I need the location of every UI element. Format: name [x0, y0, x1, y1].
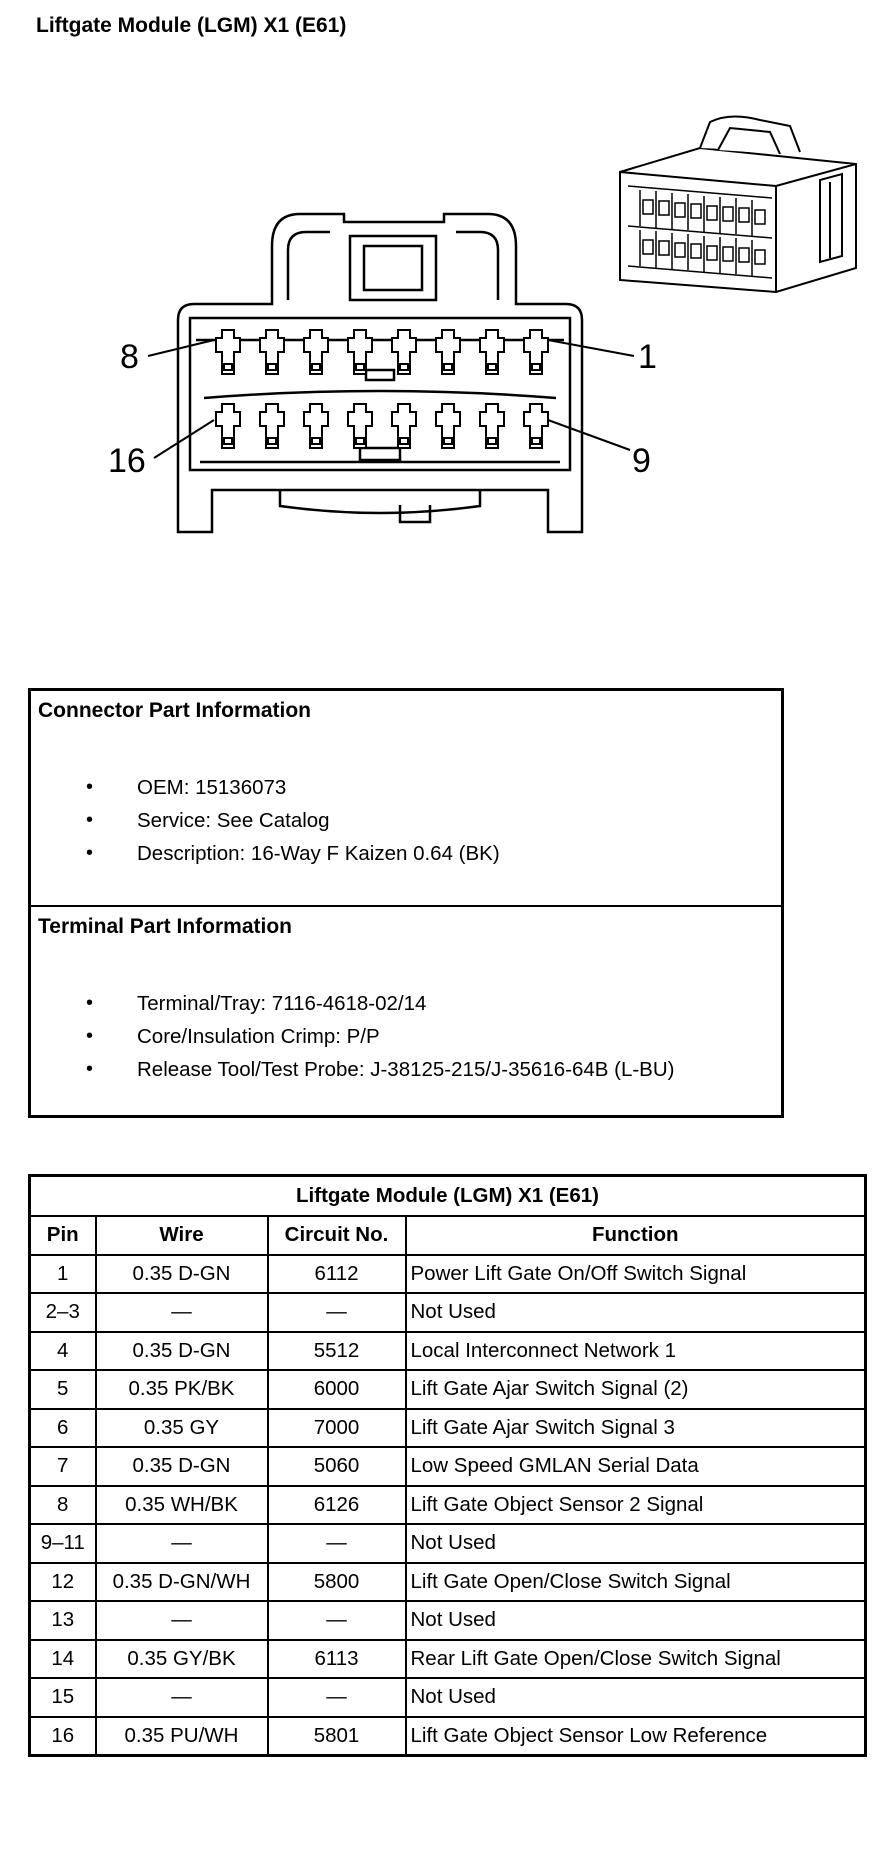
terminal-tray: Terminal/Tray: 7116-4618-02/14 [137, 992, 427, 1015]
page-title: Liftgate Module (LGM) X1 (E61) [36, 14, 347, 37]
wire-cell: 0.35 PK/BK [96, 1370, 268, 1409]
table-row [30, 1409, 866, 1448]
top-row-cavities [216, 330, 548, 374]
list-item [31, 987, 674, 1020]
table-row [30, 1601, 866, 1640]
table-row [30, 1717, 866, 1756]
wire-cell: — [96, 1678, 268, 1717]
pin-cell: 8 [30, 1486, 96, 1525]
circuit-cell: 5801 [268, 1717, 406, 1756]
wire-cell: 0.35 GY [96, 1409, 268, 1448]
connector-part-information [31, 691, 781, 907]
connector-diagram [0, 0, 896, 640]
header-pin: Pin [30, 1216, 96, 1255]
table-header-row [30, 1216, 866, 1255]
wire-cell: 0.35 D-GN/WH [96, 1563, 268, 1602]
list-item [31, 804, 500, 837]
bullet: • [86, 842, 94, 864]
pin-callout-1: 1 [638, 338, 657, 376]
connector-description: Description: 16-Way F Kaizen 0.64 (BK) [137, 842, 500, 865]
circuit-cell: 6112 [268, 1255, 406, 1294]
circuit-cell: 6000 [268, 1370, 406, 1409]
list-item [31, 771, 500, 804]
list-item [31, 837, 500, 870]
connector-face-view [178, 214, 582, 532]
table-row [30, 1563, 866, 1602]
wire-cell: 0.35 PU/WH [96, 1717, 268, 1756]
bullet: • [86, 992, 94, 1014]
pin-cell: 1 [30, 1255, 96, 1294]
list-item [31, 1053, 674, 1086]
pin-callout-8: 8 [120, 338, 139, 376]
circuit-cell: 5512 [268, 1332, 406, 1371]
pin-leader-lines [148, 340, 634, 458]
table-row [30, 1255, 866, 1294]
pin-callout-16: 16 [108, 442, 146, 480]
pin-callout-9: 9 [632, 442, 651, 480]
pin-cell: 5 [30, 1370, 96, 1409]
bullet: • [86, 1058, 94, 1080]
function-cell: Lift Gate Ajar Switch Signal 3 [406, 1409, 866, 1448]
pin-cell: 16 [30, 1717, 96, 1756]
wire-cell: 0.35 GY/BK [96, 1640, 268, 1679]
table-row [30, 1640, 866, 1679]
pin-cell: 9–11 [30, 1524, 96, 1563]
connector-oem: OEM: 15136073 [137, 776, 287, 799]
function-cell: Lift Gate Object Sensor 2 Signal [406, 1486, 866, 1525]
pin-cell: 4 [30, 1332, 96, 1371]
table-row [30, 1447, 866, 1486]
bullet: • [86, 776, 94, 798]
circuit-cell: — [268, 1678, 406, 1717]
table-row [30, 1332, 866, 1371]
header-circuit: Circuit No. [268, 1216, 406, 1255]
circuit-cell: — [268, 1524, 406, 1563]
pin-cell: 7 [30, 1447, 96, 1486]
wire-cell: — [96, 1524, 268, 1563]
function-cell: Power Lift Gate On/Off Switch Signal [406, 1255, 866, 1294]
pin-cell: 14 [30, 1640, 96, 1679]
bottom-row-cavities [216, 404, 548, 448]
pin-cell: 13 [30, 1601, 96, 1640]
connector-info-heading: Connector Part Information [38, 699, 312, 722]
wire-cell: 0.35 WH/BK [96, 1486, 268, 1525]
table-row [30, 1370, 866, 1409]
wire-cell: — [96, 1293, 268, 1332]
connector-service: Service: See Catalog [137, 809, 330, 832]
function-cell: Lift Gate Open/Close Switch Signal [406, 1563, 866, 1602]
part-information-box [28, 688, 784, 1118]
circuit-cell: 5060 [268, 1447, 406, 1486]
terminal-info-heading: Terminal Part Information [38, 915, 292, 938]
terminal-part-information [31, 907, 781, 1115]
wire-cell: 0.35 D-GN [96, 1255, 268, 1294]
table-title: Liftgate Module (LGM) X1 (E61) [30, 1176, 866, 1217]
wire-cell: 0.35 D-GN [96, 1447, 268, 1486]
terminal-release-tool: Release Tool/Test Probe: J-38125-215/J-35616-64B (L-BU) [137, 1058, 675, 1081]
header-wire: Wire [96, 1216, 268, 1255]
circuit-cell: 7000 [268, 1409, 406, 1448]
function-cell: Not Used [406, 1524, 866, 1563]
pin-cell: 2–3 [30, 1293, 96, 1332]
function-cell: Lift Gate Object Sensor Low Reference [406, 1717, 866, 1756]
function-cell: Local Interconnect Network 1 [406, 1332, 866, 1371]
pin-cell: 12 [30, 1563, 96, 1602]
connector-info-list [31, 771, 500, 870]
circuit-cell: — [268, 1601, 406, 1640]
connector-isometric-view [620, 116, 856, 292]
circuit-cell: 6126 [268, 1486, 406, 1525]
function-cell: Not Used [406, 1293, 866, 1332]
table-row [30, 1678, 866, 1717]
table-title-row [30, 1176, 866, 1217]
pin-cell: 6 [30, 1409, 96, 1448]
pin-cell: 15 [30, 1678, 96, 1717]
table-body [30, 1255, 866, 1756]
wire-cell: — [96, 1601, 268, 1640]
table-row [30, 1293, 866, 1332]
table-row [30, 1524, 866, 1563]
function-cell: Not Used [406, 1601, 866, 1640]
wire-cell: 0.35 D-GN [96, 1332, 268, 1371]
table-row [30, 1486, 866, 1525]
terminal-info-list [31, 987, 674, 1086]
bullet: • [86, 1025, 94, 1047]
pin-table [28, 1174, 867, 1757]
function-cell: Not Used [406, 1678, 866, 1717]
list-item [31, 1020, 674, 1053]
circuit-cell: — [268, 1293, 406, 1332]
function-cell: Lift Gate Ajar Switch Signal (2) [406, 1370, 866, 1409]
circuit-cell: 6113 [268, 1640, 406, 1679]
header-function: Function [406, 1216, 866, 1255]
function-cell: Rear Lift Gate Open/Close Switch Signal [406, 1640, 866, 1679]
function-cell: Low Speed GMLAN Serial Data [406, 1447, 866, 1486]
bullet: • [86, 809, 94, 831]
circuit-cell: 5800 [268, 1563, 406, 1602]
terminal-crimp: Core/Insulation Crimp: P/P [137, 1025, 380, 1048]
